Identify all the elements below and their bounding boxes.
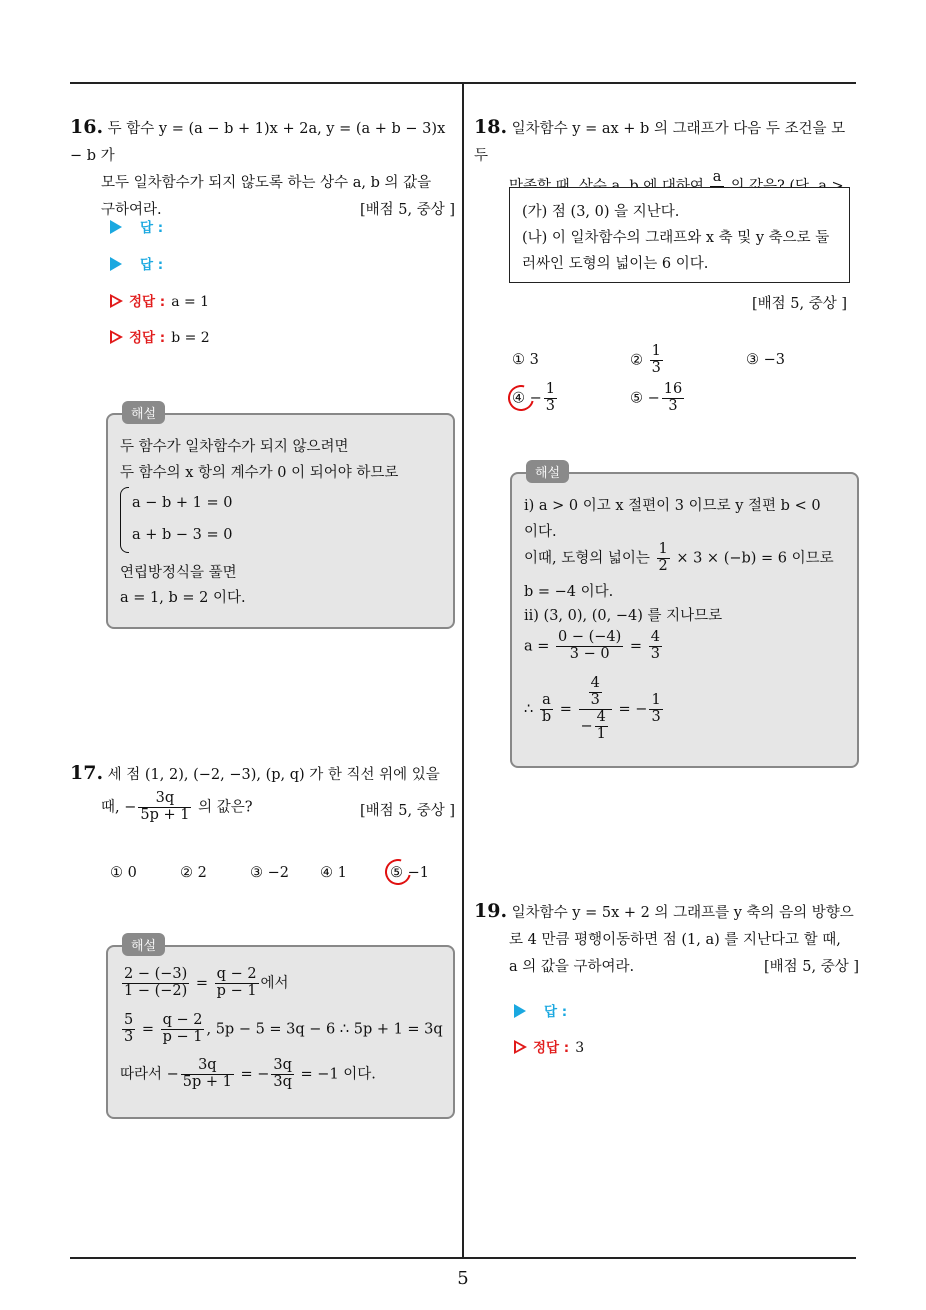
correct-arrow-icon <box>110 330 123 344</box>
explanation-line: 이다. <box>524 524 557 540</box>
explanation-line: ∴ $\frac{a}{b}$ = $\frac{4}{3}$ − $\frac{4}{1}$ = − $\frac{1}{3}$ <box>524 675 661 742</box>
correct-arrow-icon <box>514 1040 527 1054</box>
question-16 <box>70 114 455 224</box>
question-19 <box>474 898 859 981</box>
explanation-line: b = −4 이다. <box>524 584 614 600</box>
condition-line: 러싸인 도형의 넓이는 6 이다. <box>522 256 709 272</box>
question-text: 때, − <box>101 799 137 816</box>
points-label: [배점 5, 중상 ] <box>359 803 455 819</box>
explanation-tag: 해설 <box>122 933 165 956</box>
fraction: a <box>710 170 723 203</box>
question-text-line1: 세 점 (1, 2), (−2, −3), (p, q) 가 한 직선 위에 있을 <box>107 767 440 783</box>
question-number: 16. <box>70 116 104 138</box>
points-label: [배점 5, 중상 ] <box>359 202 455 218</box>
explanation-line: ⅱ) (3, 0), (0, −4) 를 지나므로 <box>524 608 723 624</box>
explanation-line: a = $\frac{0 - (-4)}{3 - 0}$ = $\frac{4}{3}$ <box>524 629 660 662</box>
explanation-box-18 <box>510 466 859 768</box>
correct-answer-2: 정답 : b = 2 <box>110 326 210 346</box>
correct-answer: 정답 : 3 <box>514 1036 584 1056</box>
question-text: 의 값은? <box>198 799 253 816</box>
correct-answer-1: 정답 : a = 1 <box>110 290 209 310</box>
choice-1[interactable]: ① 0 <box>110 865 137 881</box>
explanation-line: 연립방정식을 풀면 <box>120 565 237 581</box>
conditions-box <box>509 187 850 283</box>
answer-line-1: 답 : <box>110 216 163 236</box>
page-number: 5 <box>457 1268 469 1289</box>
question-text-line1: 두 함수 y = (a − b + 1)x + 2a, y = (a + b − 3)x − b 가 <box>70 121 446 164</box>
choice-2[interactable]: ② $\frac{1}{3}$ <box>630 343 661 376</box>
fraction: $\frac{3q}{5p + 1}$ <box>140 790 190 823</box>
explanation-box-17 <box>106 939 455 1119</box>
answer-line-2: 답 : <box>110 253 163 273</box>
choice-1[interactable]: ① 3 <box>512 352 539 368</box>
choice-2[interactable]: ② 2 <box>180 865 207 881</box>
question-number: 17. <box>70 762 104 784</box>
answer-line: 답 : <box>514 1000 567 1020</box>
bottom-rule <box>70 1257 856 1259</box>
correct-arrow-icon <box>110 294 123 308</box>
condition-line: (나) 이 일차함수의 그래프와 x 축 및 y 축으로 둘 <box>522 230 830 246</box>
equation-line: a − b + 1 = 0 <box>132 495 233 511</box>
choice-4[interactable]: ④ − $\frac{1}{3}$ <box>512 381 555 414</box>
question-text-line2: 모두 일차함수가 되지 않도록 하는 상수 a, b 의 값을 <box>101 175 432 191</box>
explanation-tag: 해설 <box>526 460 569 483</box>
condition-line: (가) 점 (3, 0) 을 지난다. <box>522 204 680 220</box>
question-text-line3: 구하여라. <box>101 202 162 218</box>
explanation-line: ⅰ) a > 0 이고 x 절편이 3 이므로 y 절편 b < 0 <box>524 498 821 514</box>
explanation-line: 이때, 도형의 넓이는 $\frac{1}{2}$ × 3 × (−b) = 6 이므로 <box>524 541 834 574</box>
points-label: [배점 5, 중상 ] <box>752 296 848 312</box>
answer-arrow-icon <box>514 1004 526 1018</box>
explanation-line: $\frac{2 - (-3)}{1 - (-2)}$ = $\frac{q - 2}{p - 1}$ 에서 <box>124 966 289 999</box>
choice-5[interactable]: ⑤ −1 <box>390 865 429 881</box>
answer-arrow-icon <box>110 257 122 271</box>
explanation-tag: 해설 <box>122 401 165 424</box>
choice-3[interactable]: ③ −2 <box>250 865 289 881</box>
question-number: 18. <box>474 116 508 138</box>
question-17 <box>70 760 455 831</box>
explanation-line: $\frac{5}{3}$ = $\frac{q - 2}{p - 1}$ , 5p − 5 = 3q − 6 ∴ 5p + 1 = 3q <box>124 1012 443 1045</box>
explanation-line: 두 함수가 일차함수가 되지 않으려면 <box>120 439 349 455</box>
question-text-line1: 일차함수 y = 5x + 2 의 그래프를 y 축의 음의 방향으 <box>511 905 854 921</box>
equation-line: a + b − 3 = 0 <box>132 527 233 543</box>
question-text-line1: 일차함수 y = ax + b 의 그래프가 다음 두 조건을 모두 <box>474 121 846 164</box>
choice-3[interactable]: ③ −3 <box>746 352 785 368</box>
explanation-line: 따라서 − $\frac{3q}{5p + 1}$ = − $\frac{3q}{3q}$ = −1 이다. <box>120 1057 376 1090</box>
answer-arrow-icon <box>110 220 122 234</box>
selected-mark-icon <box>380 854 416 890</box>
choice-4[interactable]: ④ 1 <box>320 865 347 881</box>
question-number: 19. <box>474 900 508 922</box>
choice-5[interactable]: ⑤ − $\frac{16}{3}$ <box>630 381 683 414</box>
question-text-line3: a 의 값을 구하여라. <box>509 959 635 975</box>
explanation-line: 두 함수의 x 항의 계수가 0 이 되어야 하므로 <box>120 465 399 481</box>
explanation-box-16 <box>106 407 455 629</box>
column-divider <box>462 83 464 1258</box>
brace-icon <box>120 487 129 553</box>
points-label: [배점 5, 중상 ] <box>763 959 859 975</box>
question-text-line2: 로 4 만큼 평행이동하면 점 (1, a) 를 지난다고 할 때, <box>509 932 841 948</box>
explanation-line: a = 1, b = 2 이다. <box>120 590 246 606</box>
